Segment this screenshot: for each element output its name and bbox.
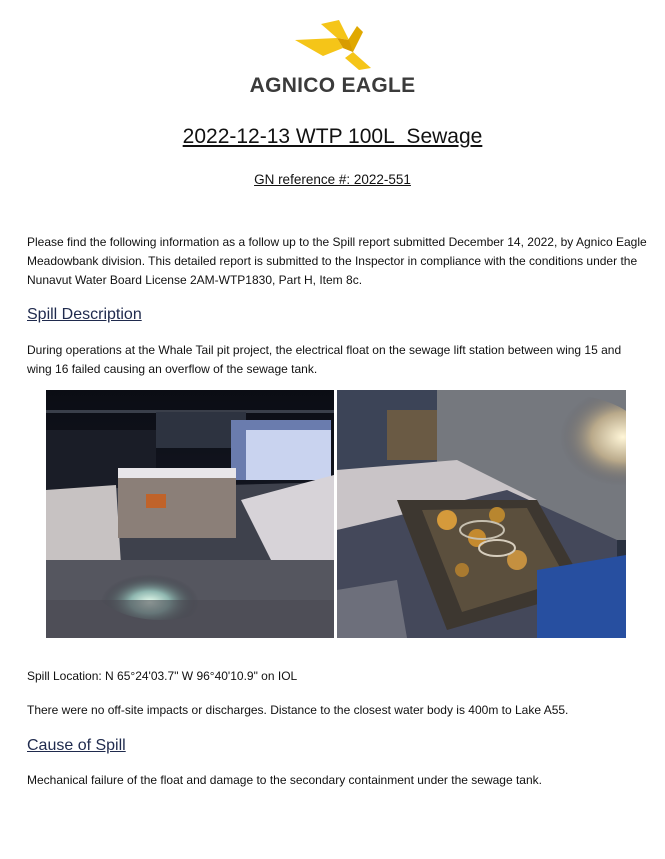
spill-location: Spill Location: N 65°24'03.7" W 96°40'10.9" on IOL bbox=[27, 669, 298, 683]
sewage-tank-interior-photo bbox=[337, 390, 626, 638]
lift-station-exterior-photo bbox=[46, 390, 334, 638]
gn-reference: GN reference #: 2022-551 bbox=[254, 172, 411, 187]
photo-row bbox=[46, 390, 626, 638]
company-logo bbox=[0, 18, 665, 98]
brand-name: AGNICO EAGLE bbox=[249, 74, 416, 97]
spill-description-text: During operations at the Whale Tail pit project, the electrical float on the sewage lift station between wing 15 and wing 16 failed causing an overflow of the sewage tank. bbox=[27, 343, 622, 376]
document-title: 2022-12-13 WTP 100L_Sewage bbox=[182, 125, 483, 148]
section-heading-cause-of-spill: Cause of Spill bbox=[27, 737, 126, 754]
intro-paragraph: Please find the following information as a follow up to the Spill report submitted December 14, 2022, by Agnico Eagle Meadowbank division. This detailed report is submitted to the Inspector in compliance with the conditions under the Nunavut Water Board License 2AM-WTP1830, Part H, Item 8c. bbox=[27, 235, 647, 287]
section-heading-spill-description: Spill Description bbox=[27, 306, 142, 323]
impacts-statement: There were no off-site impacts or discharges. Distance to the closest water body is 400m to Lake A55. bbox=[27, 703, 569, 717]
cause-of-spill-text: Mechanical failure of the float and damage to the secondary containment under the sewage tank. bbox=[27, 773, 542, 787]
eagle-logo-icon bbox=[293, 18, 373, 72]
